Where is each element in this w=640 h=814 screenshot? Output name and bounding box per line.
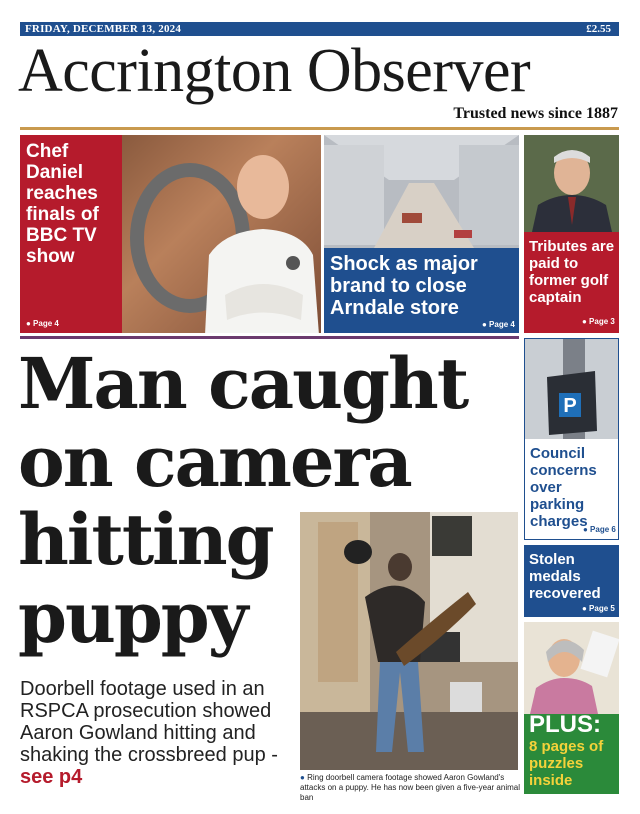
photo-caption — [300, 773, 520, 803]
cover-price: £2.55 — [586, 23, 611, 35]
promo-medals-headline: Stolen medals recovered — [529, 551, 601, 602]
plus-label: PLUS: — [529, 711, 601, 738]
svg-text:P: P — [563, 395, 577, 417]
caption-text: Ring doorbell camera footage showed Aaron Gowland's attacks on a puppy. He has now been given a five-year animal ban — [300, 773, 520, 802]
golf-captain-photo — [524, 135, 619, 232]
promo-chef[interactable] — [20, 135, 321, 333]
arndale-photo — [324, 135, 519, 248]
promo-parking[interactable] — [524, 338, 619, 540]
section-divider — [20, 336, 519, 339]
masthead-tagline: Trusted news since 1887 — [453, 105, 618, 122]
puzzle-woman-photo — [524, 622, 619, 714]
promo-medals-page: ● Page 5 — [582, 604, 615, 613]
standfirst — [20, 678, 295, 788]
promo-tributes-page: ● Page 3 — [582, 317, 615, 326]
issue-date: FRIDAY, DECEMBER 13, 2024 — [25, 23, 182, 35]
promo-parking-page: ● Page 6 — [583, 525, 616, 534]
promo-chef-page: ● Page 4 — [26, 319, 59, 328]
promo-tributes[interactable] — [524, 135, 619, 333]
headline-line: on camera — [18, 420, 411, 503]
see-page-link[interactable]: see p4 — [20, 766, 83, 788]
promo-parking-headline: Council concerns over parking charges — [530, 445, 597, 530]
masthead-title: Accrington Observer — [18, 37, 531, 105]
chef-photo — [195, 145, 320, 333]
promo-medals[interactable] — [524, 545, 619, 617]
headline-line: puppy — [18, 576, 247, 659]
promo-arndale-page: ● Page 4 — [482, 320, 515, 329]
promo-arndale-headline: Shock as major brand to close Arndale store — [330, 253, 478, 319]
doorbell-footage-photo — [300, 512, 518, 770]
promo-arndale[interactable] — [324, 135, 519, 333]
headline-line: Man caught — [18, 342, 468, 425]
standfirst-text: Doorbell footage used in an RSPCA prosecution showed Aaron Gowland hitting and shaking the crossbreed pup - — [20, 678, 278, 766]
promo-chef-headline: Chef Daniel reaches finals of BBC TV show — [26, 141, 99, 267]
headline-line: hitting — [18, 498, 273, 581]
parking-meter-photo — [525, 339, 618, 439]
caption-bullet-icon: ● — [300, 773, 305, 782]
promo-tributes-headline: Tributes are paid to former golf captain — [529, 238, 615, 306]
masthead-divider — [20, 127, 619, 130]
promo-puzzles-headline: 8 pages of puzzles inside — [529, 738, 604, 789]
promo-puzzles[interactable] — [524, 622, 619, 794]
